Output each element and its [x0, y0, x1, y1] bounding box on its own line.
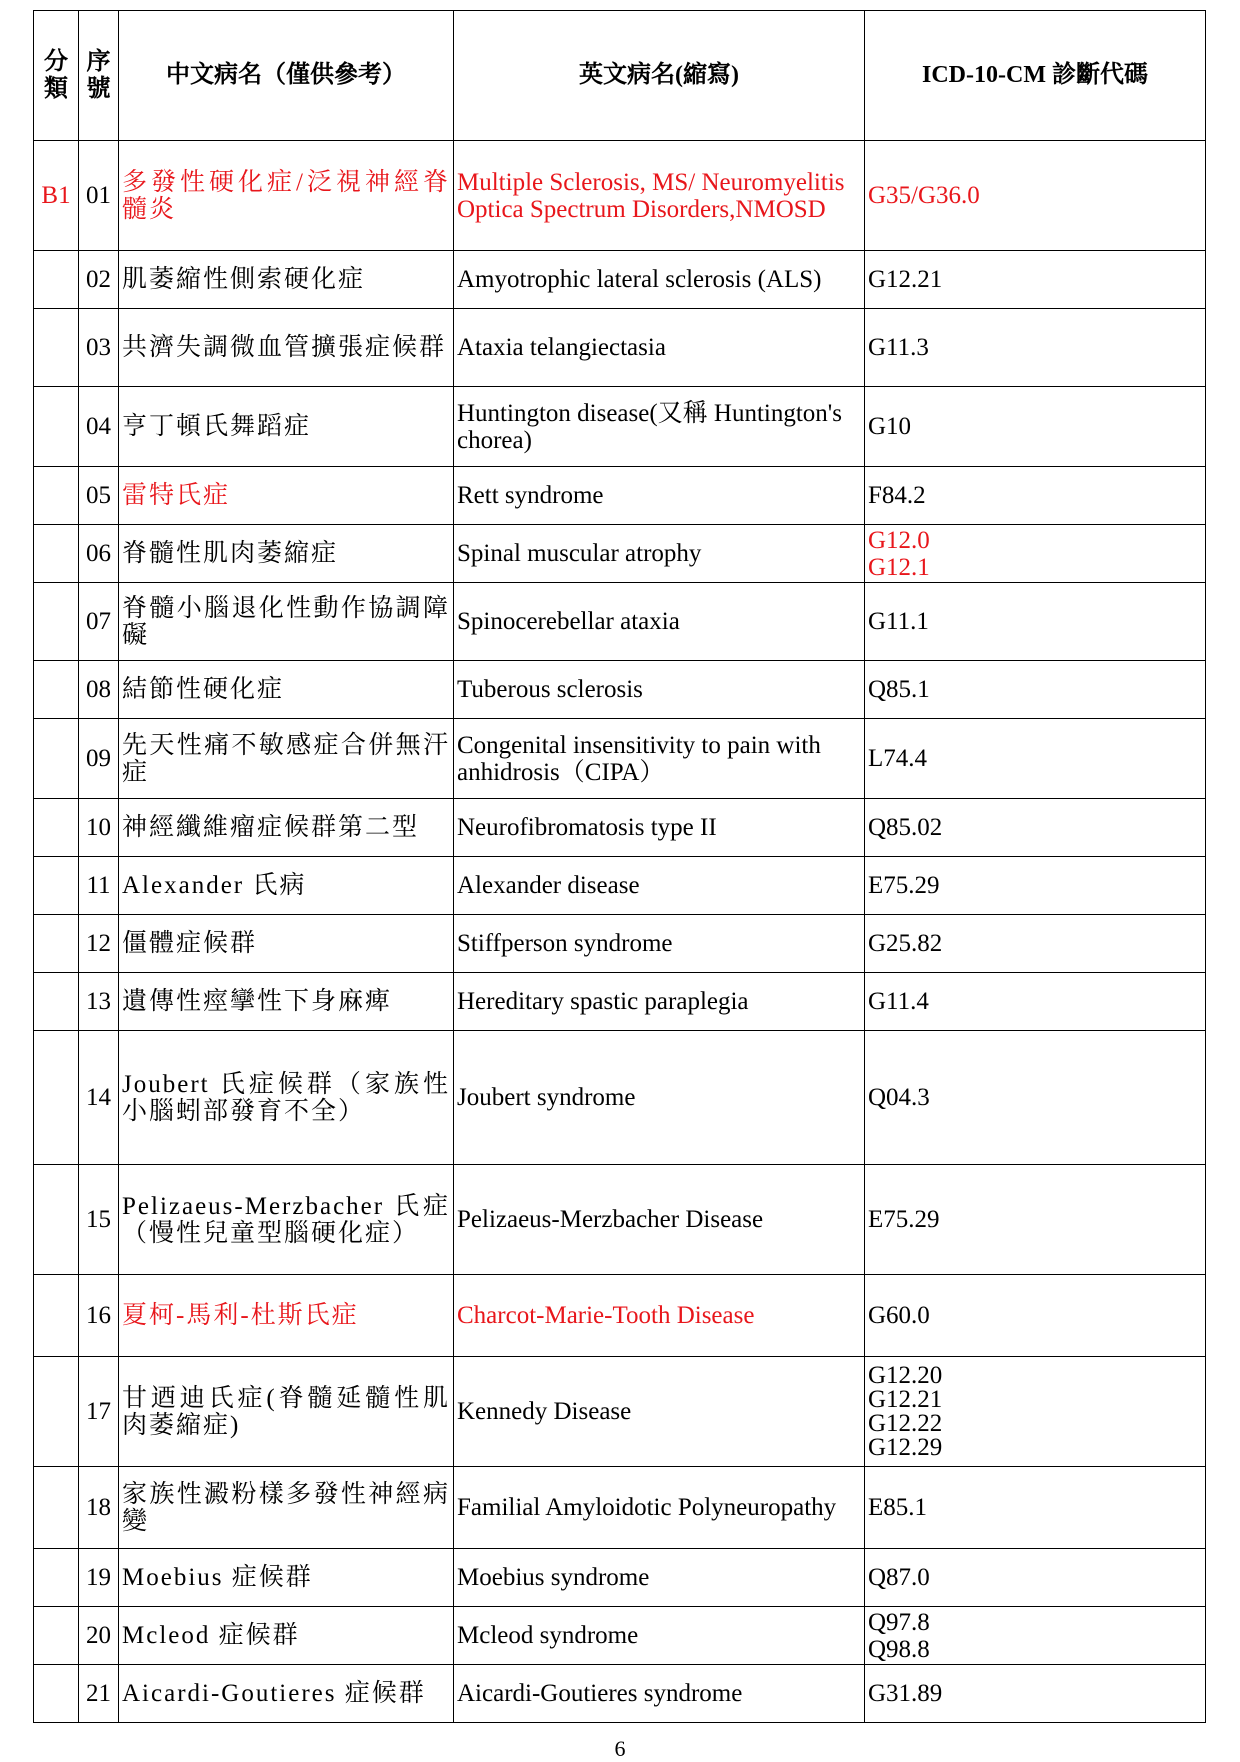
zh-name-cell: 肌萎縮性側索硬化症	[119, 251, 454, 309]
icd-code-cell	[865, 141, 1206, 251]
table-row	[34, 1549, 1206, 1607]
category-cell	[34, 661, 79, 719]
header-icd-code: ICD-10-CM 診斷代碼	[865, 11, 1206, 141]
zh-name-cell: 家族性澱粉樣多發性神經病變	[119, 1467, 454, 1549]
seq-cell: 07	[79, 583, 119, 661]
category-cell	[34, 1467, 79, 1549]
page-number: 6	[614, 1736, 626, 1761]
table-row	[34, 1031, 1206, 1165]
icd-code: L74.4	[868, 745, 928, 772]
icd-code: Q98.8	[868, 1635, 930, 1663]
icd-code: G35/G36.0	[868, 182, 980, 209]
zh-name-cell: 共濟失調微血管擴張症候群	[119, 309, 454, 387]
disease-table	[33, 10, 1206, 1723]
seq-cell: 21	[79, 1665, 119, 1723]
en-name-cell: Tuberous sclerosis	[454, 661, 865, 719]
zh-name-cell: 脊髓小腦退化性動作協調障礙	[119, 583, 454, 661]
seq-cell: 11	[79, 857, 119, 915]
table-row	[34, 1607, 1206, 1665]
header-en-name: 英文病名(縮寫)	[454, 11, 865, 141]
icd-code-cell	[865, 1665, 1206, 1723]
icd-code-cell	[865, 661, 1206, 719]
en-name-cell: Joubert syndrome	[454, 1031, 865, 1165]
icd-code: G11.1	[868, 608, 929, 635]
en-name-cell: Ataxia telangiectasia	[454, 309, 865, 387]
table-header-row	[34, 11, 1206, 141]
table-row	[34, 583, 1206, 661]
category-cell	[34, 1357, 79, 1467]
en-name-cell: Spinocerebellar ataxia	[454, 583, 865, 661]
icd-code-cell	[865, 1549, 1206, 1607]
zh-name-cell: 先天性痛不敏感症合併無汗症	[119, 719, 454, 799]
icd-code: G12.1	[868, 553, 930, 581]
icd-code: Q85.1	[868, 676, 930, 703]
table-row	[34, 1357, 1206, 1467]
zh-name-cell: 僵體症候群	[119, 915, 454, 973]
icd-code-cell	[865, 1275, 1206, 1357]
seq-cell: 06	[79, 525, 119, 583]
icd-code: G12.29	[868, 1433, 943, 1461]
zh-name-cell: Moebius 症候群	[119, 1549, 454, 1607]
en-name-cell: Charcot-Marie-Tooth Disease	[454, 1275, 865, 1357]
zh-name-cell: Alexander 氏病	[119, 857, 454, 915]
seq-cell: 16	[79, 1275, 119, 1357]
table-row	[34, 661, 1206, 719]
icd-code: G12.22	[868, 1409, 943, 1437]
zh-name-cell: Aicardi-Goutieres 症候群	[119, 1665, 454, 1723]
zh-name-cell: 亨丁頓氏舞蹈症	[119, 387, 454, 467]
category-cell	[34, 1275, 79, 1357]
table-row	[34, 799, 1206, 857]
table-row	[34, 251, 1206, 309]
table-row	[34, 719, 1206, 799]
zh-name-cell: 夏柯-馬利-杜斯氏症	[119, 1275, 454, 1357]
icd-code-cell	[865, 467, 1206, 525]
seq-cell: 02	[79, 251, 119, 309]
icd-code: G12.0	[868, 526, 930, 554]
table-row	[34, 1467, 1206, 1549]
icd-code-cell	[865, 583, 1206, 661]
icd-code-cell	[865, 387, 1206, 467]
seq-cell: 04	[79, 387, 119, 467]
icd-code-cell	[865, 1607, 1206, 1665]
zh-name-cell: Pelizaeus-Merzbacher 氏症（慢性兒童型腦硬化症）	[119, 1165, 454, 1275]
zh-name-cell: 遺傳性痙攣性下身麻痺	[119, 973, 454, 1031]
icd-code-cell	[865, 719, 1206, 799]
seq-cell: 08	[79, 661, 119, 719]
table-row	[34, 309, 1206, 387]
en-name-cell: Rett syndrome	[454, 467, 865, 525]
en-name-cell: Aicardi-Goutieres syndrome	[454, 1665, 865, 1723]
en-name-cell: Pelizaeus-Merzbacher Disease	[454, 1165, 865, 1275]
zh-name-cell: Mcleod 症候群	[119, 1607, 454, 1665]
seq-cell: 14	[79, 1031, 119, 1165]
table-row	[34, 387, 1206, 467]
table-row	[34, 525, 1206, 583]
category-cell	[34, 467, 79, 525]
seq-cell: 15	[79, 1165, 119, 1275]
icd-code-cell	[865, 1165, 1206, 1275]
category-cell	[34, 799, 79, 857]
icd-code: G60.0	[868, 1302, 930, 1329]
zh-name-cell: 神經纖維瘤症候群第二型	[119, 799, 454, 857]
icd-code: G11.3	[868, 334, 929, 361]
icd-code: F84.2	[868, 482, 926, 509]
seq-cell: 17	[79, 1357, 119, 1467]
en-name-cell: Amyotrophic lateral sclerosis (ALS)	[454, 251, 865, 309]
en-name-cell: Kennedy Disease	[454, 1357, 865, 1467]
icd-code: E85.1	[868, 1494, 928, 1521]
icd-code: E75.29	[868, 872, 940, 899]
en-name-cell: Moebius syndrome	[454, 1549, 865, 1607]
category-cell	[34, 915, 79, 973]
seq-cell: 09	[79, 719, 119, 799]
seq-cell: 13	[79, 973, 119, 1031]
seq-cell: 20	[79, 1607, 119, 1665]
en-name-cell: Alexander disease	[454, 857, 865, 915]
seq-cell: 12	[79, 915, 119, 973]
icd-code-cell	[865, 1357, 1206, 1467]
icd-code-cell	[865, 251, 1206, 309]
icd-code: Q97.8	[868, 1608, 930, 1636]
table-row	[34, 1665, 1206, 1723]
seq-cell: 10	[79, 799, 119, 857]
icd-code: Q04.3	[868, 1084, 930, 1111]
category-cell	[34, 1607, 79, 1665]
en-name-cell: Congenital insensitivity to pain with anhidrosis（CIPA）	[454, 719, 865, 799]
icd-code-cell	[865, 309, 1206, 387]
en-name-cell: Multiple Sclerosis, MS/ Neuromyelitis Optica Spectrum Disorders,NMOSD	[454, 141, 865, 251]
en-name-cell: Neurofibromatosis type II	[454, 799, 865, 857]
category-cell	[34, 973, 79, 1031]
seq-cell: 05	[79, 467, 119, 525]
table-row	[34, 973, 1206, 1031]
category-cell	[34, 525, 79, 583]
seq-cell: 03	[79, 309, 119, 387]
table-row	[34, 1275, 1206, 1357]
icd-code-cell	[865, 1467, 1206, 1549]
icd-code-cell	[865, 1031, 1206, 1165]
category-cell	[34, 1549, 79, 1607]
zh-name-cell: 結節性硬化症	[119, 661, 454, 719]
icd-code-cell	[865, 973, 1206, 1031]
en-name-cell: Familial Amyloidotic Polyneuropathy	[454, 1467, 865, 1549]
category-cell	[34, 251, 79, 309]
table-row	[34, 1165, 1206, 1275]
disease-table-container	[33, 10, 1206, 1723]
seq-cell: 01	[79, 141, 119, 251]
icd-code: Q85.02	[868, 814, 943, 841]
category-cell	[34, 1031, 79, 1165]
zh-name-cell: 甘迺迪氏症(脊髓延髓性肌肉萎縮症)	[119, 1357, 454, 1467]
category-cell	[34, 1165, 79, 1275]
icd-code: G10	[868, 413, 912, 440]
en-name-cell: Hereditary spastic paraplegia	[454, 973, 865, 1031]
icd-code: G12.21	[868, 266, 943, 293]
en-name-cell: Stiffperson syndrome	[454, 915, 865, 973]
category-cell	[34, 857, 79, 915]
icd-code: G12.21	[868, 1385, 943, 1413]
icd-code: Q87.0	[868, 1564, 930, 1591]
category-cell	[34, 387, 79, 467]
category-cell	[34, 719, 79, 799]
icd-code: G25.82	[868, 930, 943, 957]
zh-name-cell: 多發性硬化症/泛視神經脊髓炎	[119, 141, 454, 251]
category-cell	[34, 309, 79, 387]
en-name-cell: Spinal muscular atrophy	[454, 525, 865, 583]
table-row	[34, 141, 1206, 251]
icd-code-cell	[865, 857, 1206, 915]
en-name-cell: Huntington disease(又稱 Huntington's chorea)	[454, 387, 865, 467]
zh-name-cell: Joubert 氏症候群（家族性小腦蚓部發育不全）	[119, 1031, 454, 1165]
icd-code: E75.29	[868, 1206, 940, 1233]
seq-cell: 18	[79, 1467, 119, 1549]
category-cell: B1	[34, 141, 79, 251]
table-row	[34, 467, 1206, 525]
header-category: 分 類	[34, 11, 79, 141]
category-cell	[34, 583, 79, 661]
icd-code-cell	[865, 915, 1206, 973]
en-name-cell: Mcleod syndrome	[454, 1607, 865, 1665]
zh-name-cell: 雷特氏症	[119, 467, 454, 525]
icd-code: G11.4	[868, 988, 929, 1015]
category-cell	[34, 1665, 79, 1723]
icd-code: G31.89	[868, 1680, 943, 1707]
table-row	[34, 857, 1206, 915]
icd-code: G12.20	[868, 1361, 943, 1389]
header-seq: 序 號	[79, 11, 119, 141]
seq-cell: 19	[79, 1549, 119, 1607]
header-zh-name: 中文病名（僅供參考）	[119, 11, 454, 141]
icd-code-cell	[865, 525, 1206, 583]
icd-code-cell	[865, 799, 1206, 857]
zh-name-cell: 脊髓性肌肉萎縮症	[119, 525, 454, 583]
table-row	[34, 915, 1206, 973]
